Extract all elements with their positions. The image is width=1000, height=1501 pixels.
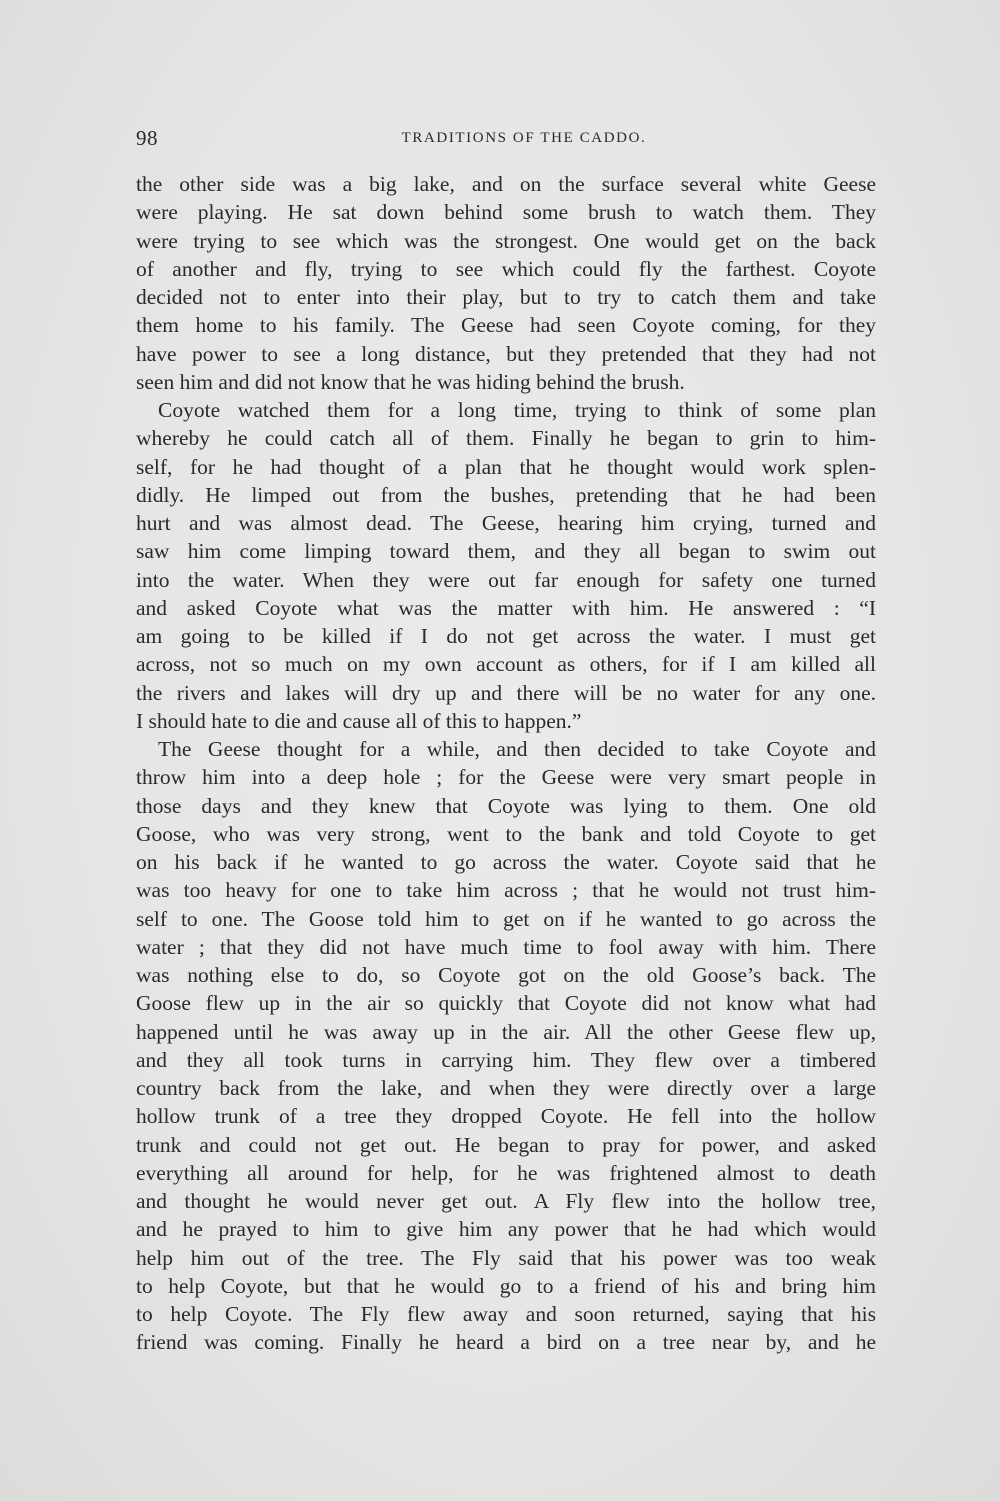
text-line: Coyote watched them for a long time, trying to think of some plan — [158, 398, 876, 422]
text-line: The Geese thought for a while, and then decided to take Coyote and — [158, 737, 876, 761]
text-line: trunk and could not get out. He began to pray for power, and asked — [136, 1132, 876, 1157]
text-line: the rivers and lakes will dry up and there will be no water for any one. — [136, 680, 876, 705]
text-line: and they all took turns in carrying him. They flew over a timbered — [136, 1047, 876, 1072]
text-line: to help Coyote, but that he would go to a friend of his and bring him — [136, 1273, 876, 1298]
text-line: didly. He limped out from the bushes, pretending that he had been — [136, 482, 876, 507]
text-line: everything all around for help, for he was frightened almost to death — [136, 1160, 876, 1185]
text-line: self, for he had thought of a plan that he thought would work splen- — [136, 454, 876, 479]
text-line: friend was coming. Finally he heard a bird on a tree near by, and he — [136, 1330, 876, 1355]
text-line: happened until he was away up in the air. All the other Geese flew up, — [136, 1019, 876, 1044]
text-line: into the water. When they were out far enough for safety one turned — [136, 567, 876, 592]
text-line: seen him and did not know that he was hiding behind the brush. — [136, 369, 685, 394]
running-head: TRADITIONS OF THE CADDO. — [401, 130, 647, 146]
text-line: self to one. The Goose told him to get on if he wanted to go across the — [136, 906, 876, 931]
text-line: was nothing else to do, so Coyote got on the old Goose’s back. The — [136, 963, 876, 987]
text-line: Goose, who was very strong, went to the bank and told Coyote to get — [136, 821, 876, 846]
text-line: and he prayed to him to give him any power that he had which would — [136, 1217, 876, 1242]
text-line: and thought he would never get out. A Fly flew into the hollow tree, — [136, 1189, 876, 1213]
text-line: saw him come limping toward them, and they all began to swim out — [136, 539, 876, 564]
body-text — [136, 170, 876, 1357]
text-line: was too heavy for one to take him across ; that he would not trust him- — [136, 878, 876, 903]
text-line: to help Coyote. The Fly flew away and soon returned, saying that his — [136, 1302, 876, 1326]
text-line: them home to his family. The Geese had seen Coyote coming, for they — [136, 313, 876, 338]
text-line: those days and they knew that Coyote was lying to them. One old — [136, 793, 876, 818]
text-line: hurt and was almost dead. The Geese, hearing him crying, turned and — [136, 511, 876, 535]
text-line: of another and fly, trying to see which could fly the farthest. Coyote — [136, 256, 876, 281]
text-line: help him out of the tree. The Fly said that his power was too weak — [136, 1245, 876, 1270]
text-line: whereby he could catch all of them. Finally he began to grin to him- — [136, 426, 876, 451]
text-line: am going to be killed if I do not get across the water. I must get — [136, 624, 876, 648]
page-header — [136, 126, 876, 158]
text-line: throw him into a deep hole ; for the Geese were very smart people in — [136, 765, 876, 790]
text-line: have power to see a long distance, but they pretended that they had not — [136, 341, 876, 366]
text-line: hollow trunk of a tree they dropped Coyote. He fell into the hollow — [136, 1104, 876, 1129]
text-line: and asked Coyote what was the matter with him. He answered : “I — [136, 595, 876, 620]
text-line: I should hate to die and cause all of this to happen.” — [136, 708, 582, 733]
text-line: decided not to enter into their play, but to try to catch them and take — [136, 285, 876, 309]
text-line: water ; that they did not have much time to fool away with him. There — [136, 934, 876, 959]
text-line: Goose flew up in the air so quickly that Coyote did not know what had — [136, 991, 876, 1016]
text-line: were trying to see which was the strongest. One would get on the back — [136, 228, 876, 253]
page-number: 98 — [136, 126, 158, 150]
text-line: country back from the lake, and when they were directly over a large — [136, 1076, 876, 1100]
text-line: the other side was a big lake, and on the surface several white Geese — [136, 172, 876, 196]
text-line: across, not so much on my own account as others, for if I am killed all — [136, 652, 876, 677]
text-line: were playing. He sat down behind some brush to watch them. They — [136, 200, 876, 225]
text-line: on his back if he wanted to go across the water. Coyote said that he — [136, 850, 876, 874]
